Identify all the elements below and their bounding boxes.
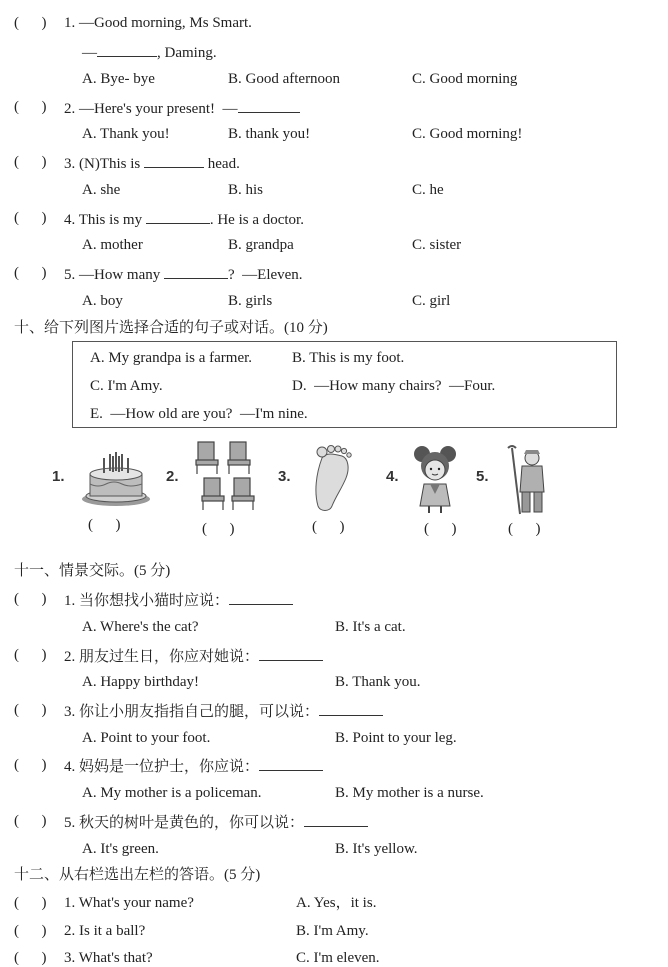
option-c: C. Good morning! xyxy=(412,126,523,142)
question-stem: 3. 你让小朋友指指自己的腿，可以说： xyxy=(64,701,383,721)
picture-number: 1. xyxy=(52,468,65,485)
answer-paren[interactable]: ( ) xyxy=(14,99,47,115)
option-a: A. It's green. xyxy=(82,841,159,857)
question-stem: 3. (N)This is head. xyxy=(64,153,240,173)
birthday-cake-icon xyxy=(80,446,152,508)
answer-paren[interactable]: ( ) xyxy=(14,647,47,663)
option-a: A. Thank you! xyxy=(82,126,170,142)
picture-number: 5. xyxy=(476,468,489,485)
option-a: A. Happy birthday! xyxy=(82,674,200,690)
option-b: B. girls xyxy=(228,293,273,309)
question-stem: 4. This is my . He is a doctor. xyxy=(64,209,304,229)
answer-paren[interactable]: ( ) xyxy=(14,591,47,607)
answer-paren[interactable]: ( ) xyxy=(14,265,47,281)
answer-paren[interactable]: ( ) xyxy=(14,210,47,226)
answer-paren[interactable]: ( ) xyxy=(14,757,47,773)
option-b: B. Thank you. xyxy=(335,674,421,690)
answer-blank[interactable] xyxy=(144,153,204,168)
question-stem-line2: — , Daming. xyxy=(82,42,217,62)
option-b: B. It's a cat. xyxy=(335,619,406,635)
question-left: 2. Is it a ball? xyxy=(64,923,146,939)
option-a: A. Bye- bye xyxy=(82,71,155,87)
answer-paren[interactable]: ( ) xyxy=(14,895,47,911)
picture-number: 4. xyxy=(386,468,399,485)
option-b: B. Good afternoon xyxy=(228,71,341,87)
picture-number: 3. xyxy=(278,468,291,485)
question-stem: 2. —Here's your present! — xyxy=(64,98,300,118)
farmer-icon xyxy=(504,444,552,516)
answer-blank[interactable] xyxy=(304,812,368,827)
answer-blank[interactable] xyxy=(97,42,157,57)
question-stem: 1. —Good morning, Ms Smart. xyxy=(64,15,252,31)
question-stem: 5. —How many ? —Eleven. xyxy=(64,264,303,284)
answer-blank[interactable] xyxy=(259,646,323,661)
four-chairs-icon xyxy=(192,440,262,512)
answer-paren[interactable]: ( ) xyxy=(14,15,47,31)
option-c: C. Good morning xyxy=(412,71,518,87)
answer-paren[interactable]: ( ) xyxy=(14,813,47,829)
answer-paren[interactable]: ( ) xyxy=(14,923,47,939)
question-left: 1. What's your name? xyxy=(64,895,194,911)
question-left: 3. What's that? xyxy=(64,950,153,966)
option-b: B. grandpa xyxy=(228,237,294,253)
girl-icon xyxy=(412,444,458,514)
answer-paren[interactable]: ( ) xyxy=(14,702,47,718)
foot-icon xyxy=(308,444,356,514)
box-option-a: A. My grandpa is a farmer. xyxy=(90,350,253,366)
option-c: C. sister xyxy=(412,237,462,253)
answer-blank[interactable] xyxy=(164,264,228,279)
answer-blank[interactable] xyxy=(238,98,300,113)
box-option-e: E. —How old are you? —I'm nine. xyxy=(90,406,308,422)
box-option-c: C. I'm Amy. xyxy=(90,378,163,394)
answer-right: A. Yes，it is. xyxy=(296,895,377,911)
question-stem: 4. 妈妈是一位护士，你应说： xyxy=(64,756,323,776)
answer-blank[interactable] xyxy=(319,701,383,716)
option-a: A. Where's the cat? xyxy=(82,619,199,635)
answer-blank[interactable] xyxy=(229,590,293,605)
option-c: C. he xyxy=(412,182,444,198)
option-a: A. she xyxy=(82,182,121,198)
option-a: A. boy xyxy=(82,293,123,309)
option-b: B. It's yellow. xyxy=(335,841,418,857)
answer-paren[interactable]: ( ) xyxy=(14,154,47,170)
answer-right: C. I'm eleven. xyxy=(296,950,380,966)
picture-answer-paren[interactable]: ( ) xyxy=(508,521,541,537)
answer-paren[interactable]: ( ) xyxy=(14,950,47,966)
section-10-title: 十、给下列图片选择合适的句子或对话。(10 分) xyxy=(14,320,328,336)
option-b: B. his xyxy=(228,182,264,198)
picture-number: 2. xyxy=(166,468,179,485)
answer-blank[interactable] xyxy=(146,209,210,224)
option-c: C. girl xyxy=(412,293,451,309)
option-a: A. My mother is a policeman. xyxy=(82,785,262,801)
section-12-title: 十二、从右栏选出左栏的答语。(5 分) xyxy=(14,867,261,883)
answer-right: B. I'm Amy. xyxy=(296,923,369,939)
question-stem: 5. 秋天的树叶是黄色的，你可以说： xyxy=(64,812,368,832)
question-stem: 2. 朋友过生日，你应对她说： xyxy=(64,646,323,666)
picture-answer-paren[interactable]: ( ) xyxy=(424,521,457,537)
question-stem: 1. 当你想找小猫时应说： xyxy=(64,590,293,610)
option-b: B. thank you! xyxy=(228,126,311,142)
option-a: A. mother xyxy=(82,237,143,253)
picture-answer-paren[interactable]: ( ) xyxy=(202,521,235,537)
option-b: B. My mother is a nurse. xyxy=(335,785,484,801)
box-option-b: B. This is my foot. xyxy=(292,350,405,366)
picture-answer-paren[interactable]: ( ) xyxy=(312,519,345,535)
option-a: A. Point to your foot. xyxy=(82,730,211,746)
picture-answer-paren[interactable]: ( ) xyxy=(88,517,121,533)
box-option-d: D. —How many chairs? —Four. xyxy=(292,378,496,394)
answer-blank[interactable] xyxy=(259,756,323,771)
option-b: B. Point to your leg. xyxy=(335,730,457,746)
section-11-title: 十一、情景交际。(5 分) xyxy=(14,563,171,579)
